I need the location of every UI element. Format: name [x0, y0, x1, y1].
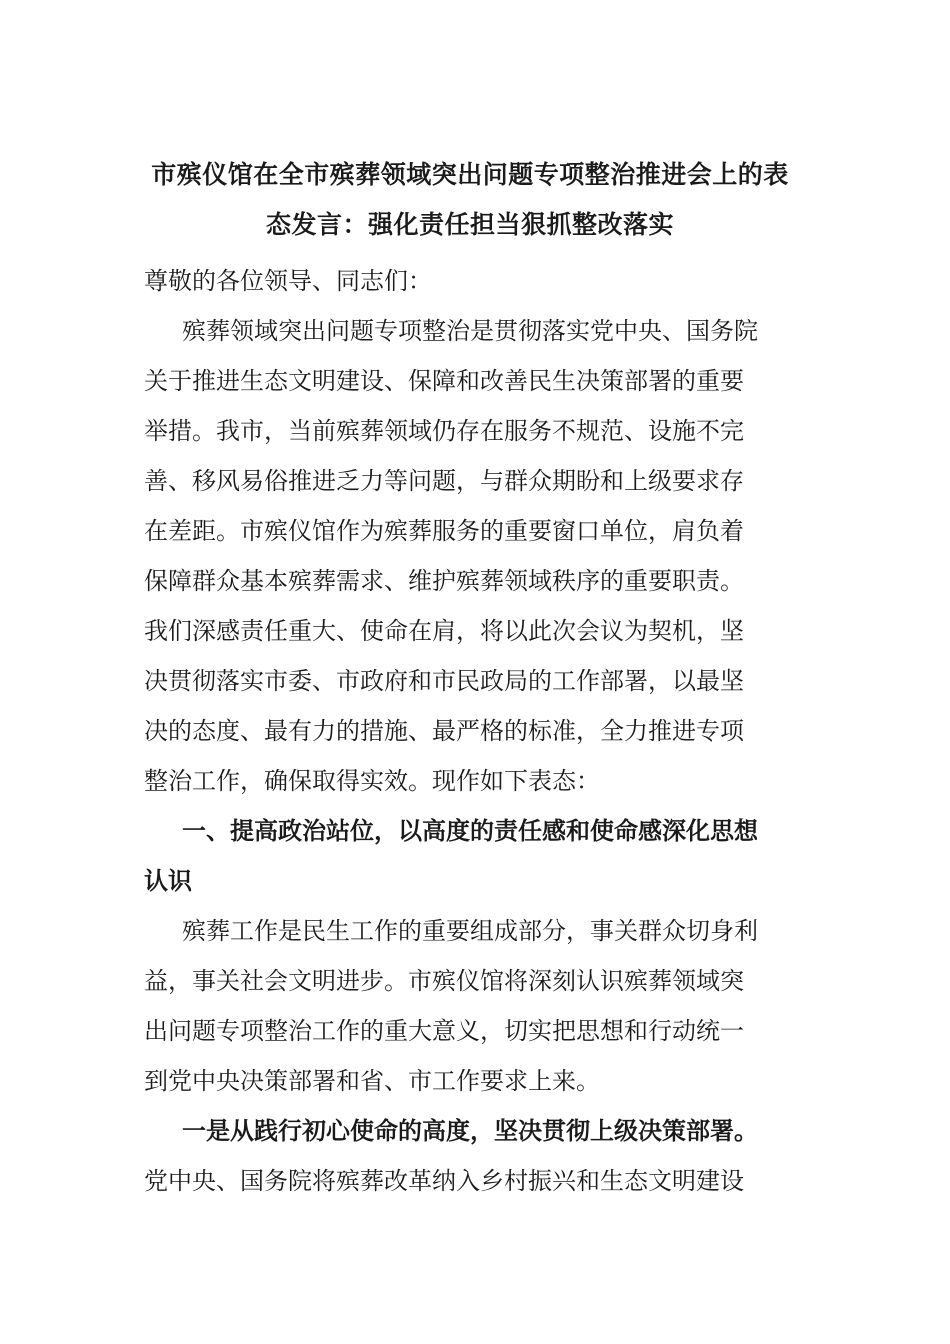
- text-line: 党中央、国务院将殡葬改革纳入乡村振兴和生态文明建设: [144, 1167, 744, 1195]
- section-heading-1: [144, 806, 796, 906]
- heading-line: 认识: [144, 867, 192, 895]
- text-line: 殡葬工作是民生工作的重要组成部分，事关群众切身利: [182, 917, 758, 945]
- title-line: 态发言：强化责任担当狠抓整改落实: [265, 210, 674, 239]
- text-line: 出问题专项整治工作的重大意义，切实把思想和行动统一: [144, 1017, 744, 1045]
- text-line: 保障群众基本殡葬需求、维护殡葬领域秩序的重要职责。: [144, 567, 744, 595]
- text-line: 关于推进生态文明建设、保障和改善民生决策部署的重要: [144, 367, 744, 395]
- text-line: 益，事关社会文明进步。市殡仪馆将深刻认识殡葬领域突: [144, 967, 744, 995]
- paragraph-section-1: [144, 906, 796, 1106]
- paragraph-point-1: [144, 1106, 796, 1206]
- document-title: [144, 150, 796, 250]
- text-line: 殡葬领域突出问题专项整治是贯彻落实党中央、国务院: [182, 317, 758, 345]
- text-line: 决贯彻落实市委、市政府和市民政局的工作部署，以最坚: [144, 667, 744, 695]
- text-line: 在差距。市殡仪馆作为殡葬服务的重要窗口单位，肩负着: [144, 517, 744, 545]
- document-page: [144, 150, 796, 1206]
- text-line: 举措。我市，当前殡葬领域仍存在服务不规范、设施不完: [144, 417, 744, 445]
- text-line: 决的态度、最有力的措施、最严格的标准，全力推进专项: [144, 717, 744, 745]
- text-line: 整治工作，确保取得实效。现作如下表态：: [144, 767, 600, 795]
- text-line: 善、移风易俗推进乏力等问题，与群众期盼和上级要求存: [144, 467, 744, 495]
- paragraph-intro: [144, 306, 796, 806]
- salutation: 尊敬的各位领导、同志们：: [144, 267, 432, 295]
- text-line: 我们深感责任重大、使命在肩，将以此次会议为契机，坚: [144, 617, 744, 645]
- text-line: 到党中央决策部署和省、市工作要求上来。: [144, 1067, 600, 1095]
- bold-lead-sentence: 一是从践行初心使命的高度，坚决贯彻上级决策部署。: [182, 1117, 758, 1145]
- title-line: 市殡仪馆在全市殡葬领域突出问题专项整治推进会上的表: [151, 160, 789, 189]
- heading-line: 一、提高政治站位，以高度的责任感和使命感深化思想: [182, 817, 758, 845]
